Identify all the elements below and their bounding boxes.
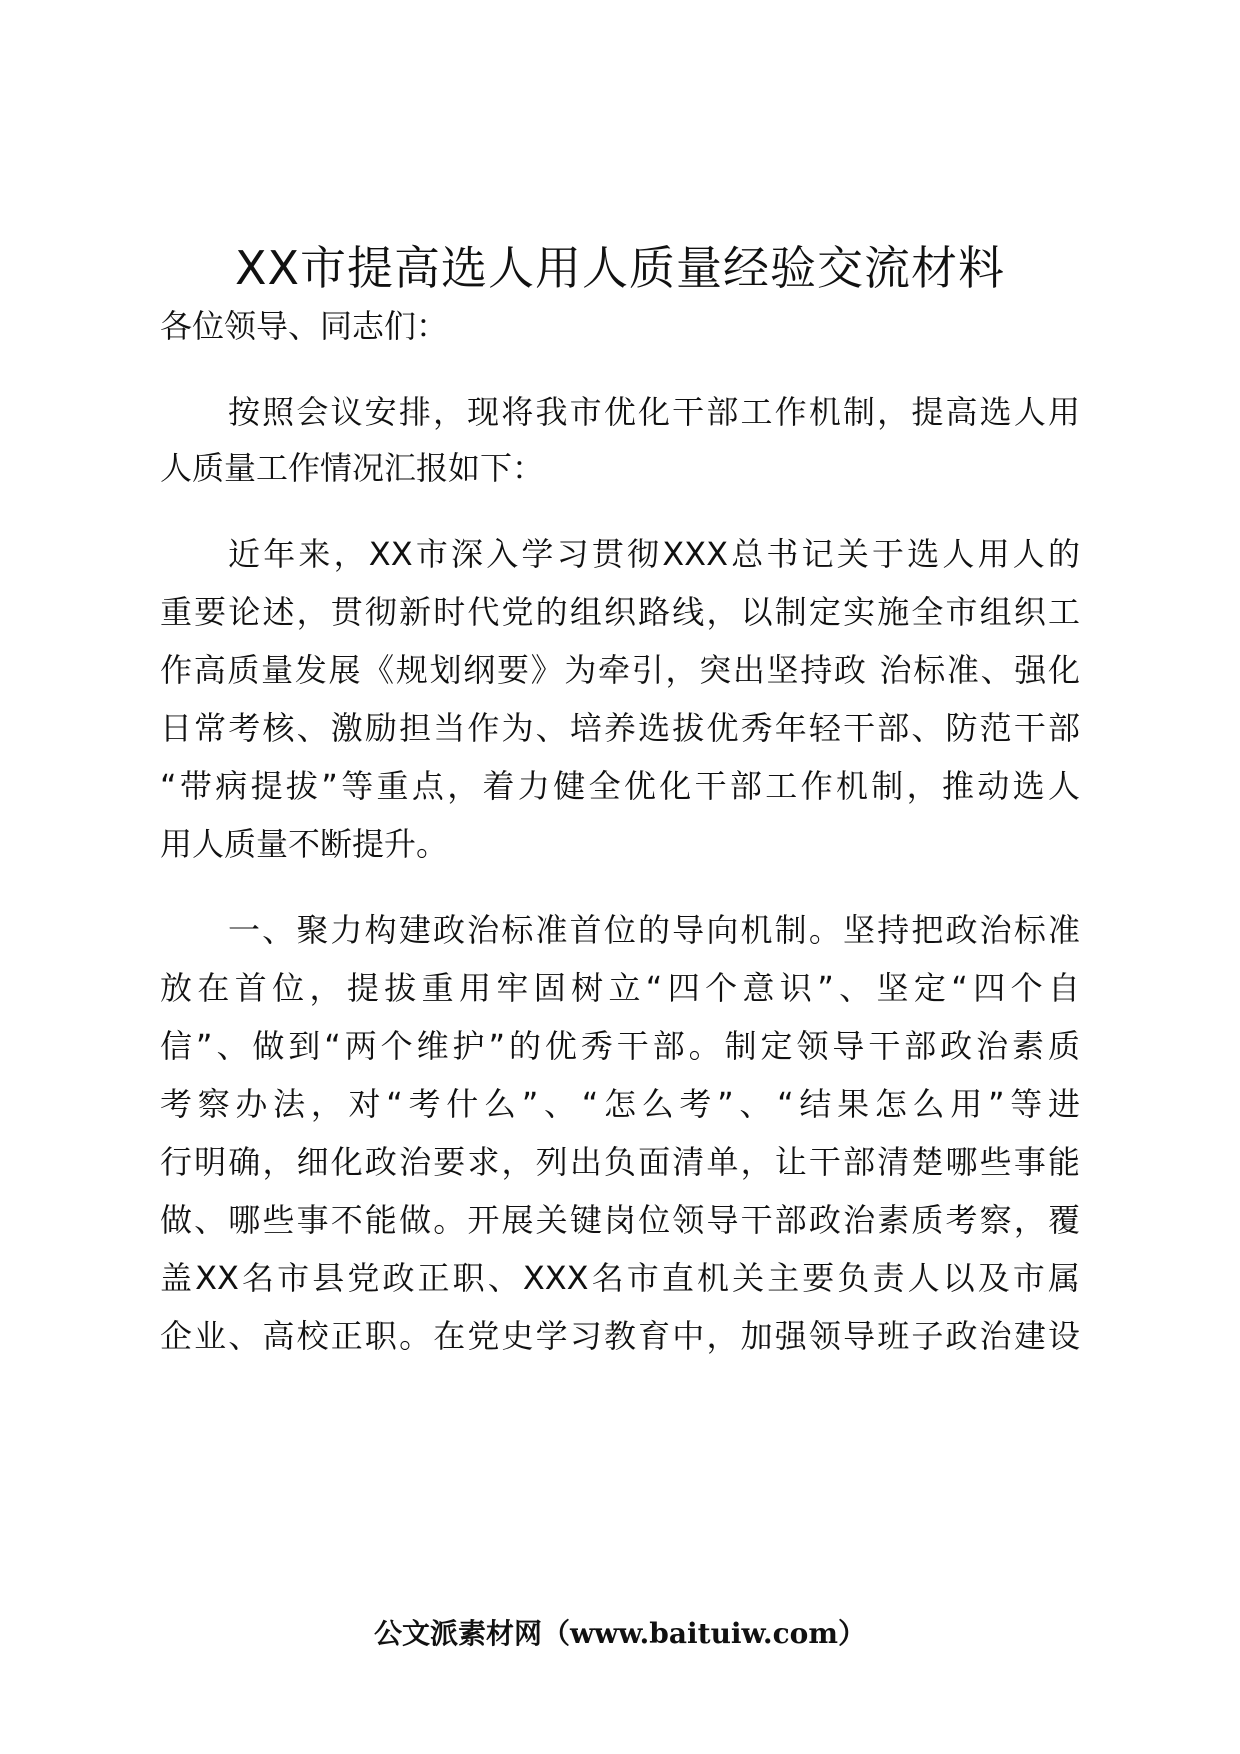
paragraph-line: 用人质量不断提升。	[160, 825, 449, 863]
paragraph-line: 行明确，细化政治要求，列出负面清单，让干部清楚哪些事能	[160, 1143, 1080, 1181]
paragraph-line: 做、哪些事不能做。开展关键岗位领导干部政治素质考察，覆	[160, 1201, 1080, 1239]
paragraph-line: 日常考核、激励担当作为、培养选拔优秀年轻干部、防范干部	[160, 709, 1080, 747]
paragraph-line: 信”、做到“两个维护”的优秀干部。制定领导干部政治素质	[160, 1027, 1080, 1065]
paragraph-line: 按照会议安排，现将我市优化干部工作机制，提高选人用	[228, 393, 1080, 431]
paragraph-line: 考察办法，对“考什么”、“怎么考”、“结果怎么用”等进	[160, 1085, 1080, 1123]
document-title: XX市提高选人用人质量经验交流材料	[234, 241, 1006, 295]
paragraph-line: 放在首位，提拔重用牢固树立“四个意识”、坚定“四个自	[160, 969, 1080, 1007]
paragraph-line: 企业、高校正职。在党史学习教育中，加强领导班子政治建设	[160, 1317, 1080, 1355]
paragraph-line: 人质量工作情况汇报如下：	[160, 449, 545, 487]
paragraph-line: “带病提拔”等重点，着力健全优化干部工作机制，推动选人	[160, 767, 1080, 805]
paragraph-line: 重要论述，贯彻新时代党的组织路线，以制定实施全市组织工	[160, 593, 1080, 631]
paragraph-line: 盖XX名市县党政正职、XXX名市直机关主要负责人以及市属	[160, 1259, 1080, 1297]
paragraph-line: 一、聚力构建政治标准首位的导向机制。坚持把政治标准	[228, 911, 1080, 949]
paragraph-line: 近年来，XX市深入学习贯彻XXX总书记关于选人用人的	[228, 535, 1080, 573]
footer-source: 公文派素材网（www.baituiw.com）	[374, 1617, 866, 1650]
salutation: 各位领导、同志们：	[160, 307, 449, 345]
paragraph-line: 作高质量发展《规划纲要》为牵引，突出坚持政 治标准、强化	[160, 651, 1080, 689]
